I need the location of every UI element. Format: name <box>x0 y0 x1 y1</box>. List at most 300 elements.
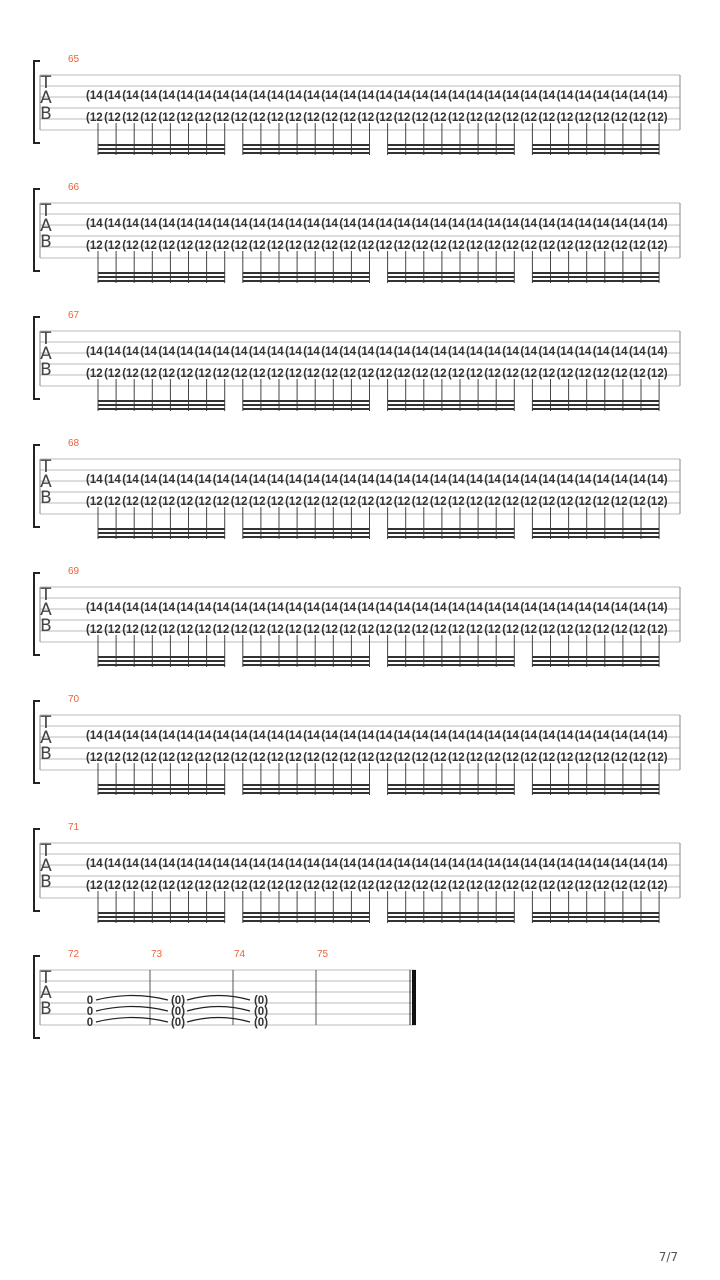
system-66-note-s3: (12 <box>176 240 194 252</box>
measure-number-73: 73 <box>151 949 163 960</box>
system-68-note-s3: (12 <box>484 496 501 508</box>
system-66-note-s2: (14 <box>556 218 574 230</box>
system-65-note-s2: (14 <box>303 90 320 102</box>
system-67-note-s2: (14 <box>176 346 194 358</box>
system-65-note-s3: (12 <box>248 112 266 124</box>
system-68-note-s3: (12 <box>176 496 194 508</box>
system-66-clef-t: T <box>40 201 52 221</box>
system-71-note-s3: (12 <box>411 880 429 892</box>
system-71-note-s2: (14 <box>610 858 628 870</box>
system-68-note-s3: (12 <box>411 496 429 508</box>
system-68-note-s3: (12 <box>104 496 121 508</box>
system-65-note-s2: (14 <box>230 90 248 102</box>
system-69-bracket <box>34 573 40 655</box>
system-71-note-s3: (12 <box>339 880 357 892</box>
system-71-note-s3: (12 <box>629 880 646 892</box>
system-65-note-s3: (12 <box>321 112 338 124</box>
system-65-note-s2: (14 <box>122 90 139 102</box>
system-70-note-s2: (14 <box>212 730 230 742</box>
system-70-note-s2: (14 <box>194 730 212 742</box>
system-66-note-s3: (12 <box>448 240 465 252</box>
system-68-bracket <box>34 445 40 527</box>
system-67-note-s2: (14 <box>556 346 574 358</box>
system-67-note-s3: (12 <box>194 368 212 380</box>
system-70-note-s3: (12 <box>158 752 176 764</box>
system-69-note-s2: (14 <box>375 602 393 614</box>
system-68-note-s2: (14 <box>122 474 139 486</box>
system-66-note-s3: (12 <box>610 240 628 252</box>
system-70-note-s3: (12 <box>538 752 556 764</box>
system-68-note-s3: (12 <box>502 496 519 508</box>
system-65-clef-a: A <box>40 88 52 108</box>
system-66-note-s3: (12 <box>629 240 646 252</box>
system-67-note-s2: (14 <box>104 346 121 358</box>
system-69-note-s2: (14 <box>393 602 411 614</box>
system-69-note-s2: (14 <box>556 602 574 614</box>
system-70-note-s3: (12 <box>393 752 411 764</box>
system-68-note-s2: (14 <box>592 474 610 486</box>
system-68-note-s3: (12 <box>158 496 176 508</box>
system-70-note-s3: (12) <box>647 752 668 764</box>
system-71-note-s3: (12 <box>140 880 157 892</box>
system-66-note-s2: (14 <box>448 218 465 230</box>
system-67-note-s2: (14 <box>466 346 483 358</box>
final-chord-note: (0) <box>253 995 269 1007</box>
system-67-note-s2: (14 <box>230 346 248 358</box>
system-69-note-s2: (14 <box>629 602 646 614</box>
system-71-measure-number: 71 <box>68 822 80 833</box>
system-68-note-s2: (14 <box>339 474 357 486</box>
system-70-note-s2: (14 <box>574 730 592 742</box>
system-70-note-s3: (12 <box>375 752 393 764</box>
system-70-note-s2: (14 <box>393 730 411 742</box>
system-68-note-s2: (14 <box>393 474 411 486</box>
system-69-clef-t: T <box>40 585 52 605</box>
system-70-note-s2: (14 <box>321 730 338 742</box>
system-66-note-s2: (14 <box>285 218 302 230</box>
system-67-note-s3: (12 <box>448 368 465 380</box>
system-66-note-s2: (14 <box>538 218 556 230</box>
system-68-note-s2: (14 <box>556 474 574 486</box>
system-68-note-s2: (14 <box>357 474 375 486</box>
system-71-note-s3: (12 <box>592 880 610 892</box>
system-67-note-s2: (14 <box>212 346 230 358</box>
system-71-note-s2: (14 <box>339 858 357 870</box>
measure-number-74: 74 <box>234 949 246 960</box>
system-70-note-s3: (12 <box>520 752 538 764</box>
system-70-bracket <box>34 701 40 783</box>
system-70-note-s3: (12 <box>574 752 592 764</box>
system-66-note-s3: (12 <box>248 240 266 252</box>
system-68-clef-b: B <box>40 488 52 508</box>
system-69-note-s2: (14 <box>140 602 157 614</box>
system-67-note-s3: (12 <box>357 368 375 380</box>
system-71-clef-b: B <box>40 872 52 892</box>
system-67-note-s3: (12 <box>520 368 538 380</box>
system-71-note-s3: (12 <box>285 880 302 892</box>
system-67-note-s2: (14 <box>448 346 465 358</box>
system-66-note-s2: (14 <box>339 218 357 230</box>
system-68-note-s3: (12 <box>556 496 574 508</box>
system-68-note-s3: (12 <box>393 496 411 508</box>
system-69-note-s2: (14 <box>484 602 501 614</box>
system-65-note-s2: (14 <box>502 90 519 102</box>
system-67-clef-t: T <box>40 329 52 349</box>
system-68-note-s3: (12 <box>303 496 320 508</box>
system-70-note-s2: (14 <box>339 730 357 742</box>
system-70-note-s2: (14 <box>556 730 574 742</box>
system-70-note-s3: (12 <box>502 752 519 764</box>
system-69-note-s2: (14 <box>339 602 357 614</box>
system-71-note-s2: (14 <box>285 858 302 870</box>
system-67-note-s2: (14 <box>248 346 266 358</box>
system-final-bracket <box>34 956 40 1038</box>
system-69-note-s3: (12 <box>303 624 320 636</box>
system-66-note-s2: (14 <box>574 218 592 230</box>
system-69-note-s2: (14 <box>538 602 556 614</box>
system-70-note-s3: (12 <box>610 752 628 764</box>
system-67-note-s2: (14 <box>267 346 284 358</box>
system-66-note-s2: (14 <box>592 218 610 230</box>
system-68-note-s3: (12 <box>194 496 212 508</box>
system-69-note-s3: (12 <box>339 624 357 636</box>
system-67-note-s3: (12 <box>592 368 610 380</box>
system-65-note-s3: (12 <box>104 112 121 124</box>
system-68-note-s2: (14 <box>610 474 628 486</box>
system-66-note-s2: (14 <box>212 218 230 230</box>
system-68-note-s3: (12 <box>538 496 556 508</box>
system-68-note-s3: (12 <box>86 496 103 508</box>
system-69-note-s3: (12 <box>429 624 447 636</box>
system-70-measure-number: 70 <box>68 694 80 705</box>
system-70-note-s2: (14 <box>592 730 610 742</box>
system-68-note-s2: (14 <box>502 474 519 486</box>
system-69-note-s3: (12 <box>267 624 284 636</box>
system-68-note-s3: (12 <box>122 496 139 508</box>
system-66-note-s3: (12 <box>484 240 501 252</box>
system-71-note-s3: (12 <box>484 880 501 892</box>
system-65-note-s3: (12 <box>448 112 465 124</box>
system-65-note-s2: (14 <box>321 90 338 102</box>
final-chord-note: 0 <box>86 1006 94 1018</box>
system-71-note-s2: (14 <box>321 858 338 870</box>
system-65-note-s2: (14 <box>357 90 375 102</box>
system-67-note-s2: (14 <box>629 346 646 358</box>
system-69-note-s3: (12 <box>574 624 592 636</box>
system-71-note-s3: (12 <box>321 880 338 892</box>
system-71-note-s2: (14 <box>393 858 411 870</box>
system-70-note-s2: (14 <box>629 730 646 742</box>
system-68-note-s3: (12 <box>592 496 610 508</box>
system-68-note-s3: (12 <box>339 496 357 508</box>
system-69-note-s3: (12 <box>393 624 411 636</box>
system-67-note-s3: (12 <box>158 368 176 380</box>
system-65-note-s3: (12 <box>466 112 483 124</box>
system-65-note-s3: (12 <box>502 112 519 124</box>
system-65-note-s3: (12 <box>411 112 429 124</box>
system-69-note-s2: (14 <box>285 602 302 614</box>
system-66-note-s2: (14) <box>647 218 668 230</box>
system-69-note-s3: (12 <box>321 624 338 636</box>
system-68-note-s3: (12) <box>647 496 668 508</box>
system-67-note-s2: (14 <box>339 346 357 358</box>
system-69-note-s2: (14 <box>411 602 429 614</box>
system-65-note-s3: (12 <box>212 112 230 124</box>
system-70-note-s3: (12 <box>339 752 357 764</box>
system-68-clef-a: A <box>40 472 52 492</box>
system-65-note-s3: (12) <box>647 112 668 124</box>
system-65-note-s3: (12 <box>375 112 393 124</box>
system-71-note-s3: (12 <box>194 880 212 892</box>
system-70-note-s2: (14 <box>176 730 194 742</box>
tie-arc <box>96 1018 168 1023</box>
system-65-note-s2: (14) <box>647 90 668 102</box>
system-71-note-s3: (12 <box>466 880 483 892</box>
system-66-note-s3: (12 <box>574 240 592 252</box>
system-66-note-s3: (12 <box>194 240 212 252</box>
system-66-note-s2: (14 <box>122 218 139 230</box>
system-66-measure-number: 66 <box>68 182 80 193</box>
system-65-note-s2: (14 <box>375 90 393 102</box>
tie-arc <box>96 1007 168 1012</box>
system-65-note-s2: (14 <box>538 90 556 102</box>
system-71-note-s3: (12 <box>303 880 320 892</box>
system-67-clef-a: A <box>40 344 52 364</box>
system-71-note-s2: (14 <box>556 858 574 870</box>
system-67-bracket <box>34 317 40 399</box>
system-66-note-s2: (14 <box>357 218 375 230</box>
system-68-note-s2: (14 <box>212 474 230 486</box>
system-71-note-s2: (14 <box>629 858 646 870</box>
system-67-note-s3: (12 <box>429 368 447 380</box>
system-68-note-s3: (12 <box>466 496 483 508</box>
system-70-note-s2: (14 <box>357 730 375 742</box>
system-66-note-s3: (12 <box>158 240 176 252</box>
system-65-clef-t: T <box>40 73 52 93</box>
system-66-note-s2: (14 <box>230 218 248 230</box>
system-65-note-s2: (14 <box>484 90 501 102</box>
system-67-note-s3: (12 <box>466 368 483 380</box>
system-65-clef-b: B <box>40 104 52 124</box>
system-67-note-s2: (14 <box>140 346 157 358</box>
system-70-note-s3: (12 <box>484 752 501 764</box>
system-68-note-s2: (14 <box>574 474 592 486</box>
final-chord-note: (0) <box>253 1017 269 1029</box>
tie-arc <box>187 1007 250 1012</box>
system-69-note-s3: (12 <box>411 624 429 636</box>
system-71-note-s2: (14 <box>267 858 284 870</box>
system-65-note-s3: (12 <box>158 112 176 124</box>
system-68-note-s2: (14 <box>285 474 302 486</box>
system-70-note-s2: (14 <box>140 730 157 742</box>
system-67-note-s3: (12 <box>267 368 284 380</box>
system-69-note-s2: (14 <box>122 602 139 614</box>
system-66-note-s2: (14 <box>140 218 157 230</box>
system-67-note-s2: (14 <box>357 346 375 358</box>
system-70-note-s2: (14 <box>502 730 519 742</box>
system-65-note-s3: (12 <box>484 112 501 124</box>
system-66-note-s2: (14 <box>321 218 338 230</box>
system-67-note-s2: (14 <box>592 346 610 358</box>
system-69-note-s2: (14 <box>502 602 519 614</box>
system-65-note-s2: (14 <box>194 90 212 102</box>
system-65-note-s2: (14 <box>285 90 302 102</box>
system-68-note-s2: (14 <box>248 474 266 486</box>
system-67-note-s3: (12 <box>411 368 429 380</box>
system-69-note-s3: (12 <box>502 624 519 636</box>
system-67-note-s3: (12 <box>230 368 248 380</box>
final-chord-note: (0) <box>253 1006 269 1018</box>
system-69-note-s2: (14 <box>592 602 610 614</box>
system-70-note-s2: (14 <box>484 730 501 742</box>
system-71-note-s3: (12 <box>248 880 266 892</box>
system-65-note-s3: (12 <box>592 112 610 124</box>
final-chord-note: (0) <box>170 1006 186 1018</box>
final-chord-note: 0 <box>86 1017 94 1029</box>
system-67-note-s2: (14 <box>375 346 393 358</box>
system-69-clef-a: A <box>40 600 52 620</box>
system-69-note-s3: (12 <box>285 624 302 636</box>
system-66-note-s3: (12 <box>339 240 357 252</box>
system-71-clef-t: T <box>40 841 52 861</box>
system-68-note-s3: (12 <box>321 496 338 508</box>
system-69-note-s3: (12 <box>176 624 194 636</box>
system-65-note-s2: (14 <box>158 90 176 102</box>
system-71-note-s3: (12 <box>357 880 375 892</box>
system-67-note-s2: (14 <box>122 346 139 358</box>
system-68-note-s2: (14 <box>466 474 483 486</box>
system-66-note-s2: (14 <box>86 218 103 230</box>
system-67-note-s3: (12 <box>502 368 519 380</box>
system-70-note-s2: (14 <box>375 730 393 742</box>
system-65-note-s2: (14 <box>411 90 429 102</box>
system-66-note-s3: (12 <box>393 240 411 252</box>
system-70-note-s3: (12 <box>466 752 483 764</box>
system-70-note-s2: (14 <box>448 730 465 742</box>
system-68-note-s3: (12 <box>610 496 628 508</box>
system-65-note-s3: (12 <box>230 112 248 124</box>
system-70-note-s3: (12 <box>248 752 266 764</box>
system-66-note-s3: (12 <box>429 240 447 252</box>
system-68-note-s2: (14 <box>176 474 194 486</box>
system-70-note-s3: (12 <box>357 752 375 764</box>
system-70-note-s2: (14 <box>610 730 628 742</box>
system-65-note-s3: (12 <box>610 112 628 124</box>
system-66-note-s3: (12 <box>357 240 375 252</box>
system-67-note-s2: (14 <box>194 346 212 358</box>
system-70-note-s2: (14 <box>429 730 447 742</box>
system-71-note-s2: (14 <box>303 858 320 870</box>
system-69-note-s3: (12 <box>212 624 230 636</box>
system-70-note-s2: (14 <box>538 730 556 742</box>
system-70-note-s2: (14 <box>303 730 320 742</box>
system-68-note-s2: (14 <box>538 474 556 486</box>
system-70-note-s3: (12 <box>321 752 338 764</box>
system-67-note-s3: (12 <box>574 368 592 380</box>
system-67-note-s3: (12 <box>538 368 556 380</box>
system-70-note-s3: (12 <box>86 752 103 764</box>
system-71-note-s3: (12 <box>267 880 284 892</box>
measure-number-75: 75 <box>317 949 329 960</box>
system-65-note-s3: (12 <box>176 112 194 124</box>
system-65-note-s2: (14 <box>592 90 610 102</box>
system-71-note-s2: (14) <box>647 858 668 870</box>
system-65-bracket <box>34 61 40 143</box>
system-65-note-s3: (12 <box>122 112 139 124</box>
system-67-note-s2: (14) <box>647 346 668 358</box>
system-71-note-s3: (12 <box>502 880 519 892</box>
system-66-note-s2: (14 <box>411 218 429 230</box>
system-69-note-s3: (12 <box>104 624 121 636</box>
system-69-note-s3: (12 <box>140 624 157 636</box>
system-71-note-s3: (12 <box>122 880 139 892</box>
system-66-note-s2: (14 <box>375 218 393 230</box>
system-71-note-s2: (14 <box>411 858 429 870</box>
system-66-note-s2: (14 <box>629 218 646 230</box>
system-66-note-s3: (12 <box>212 240 230 252</box>
system-67-note-s3: (12 <box>375 368 393 380</box>
system-68-note-s3: (12 <box>212 496 230 508</box>
system-70-note-s2: (14 <box>267 730 284 742</box>
system-66-note-s2: (14 <box>429 218 447 230</box>
system-66-note-s3: (12 <box>122 240 139 252</box>
system-68-note-s2: (14) <box>647 474 668 486</box>
system-65-note-s3: (12 <box>86 112 103 124</box>
system-71-note-s2: (14 <box>448 858 465 870</box>
system-66-note-s2: (14 <box>484 218 501 230</box>
system-69-note-s2: (14 <box>158 602 176 614</box>
system-69-note-s2: (14 <box>574 602 592 614</box>
system-69-note-s3: (12 <box>448 624 465 636</box>
system-68-note-s2: (14 <box>321 474 338 486</box>
system-70-note-s3: (12 <box>556 752 574 764</box>
system-70-note-s2: (14 <box>248 730 266 742</box>
system-65-note-s3: (12 <box>285 112 302 124</box>
system-67-note-s2: (14 <box>158 346 176 358</box>
system-65-measure-number: 65 <box>68 54 80 65</box>
system-68-note-s2: (14 <box>86 474 103 486</box>
system-65-note-s3: (12 <box>194 112 212 124</box>
system-69-note-s2: (14) <box>647 602 668 614</box>
system-69-note-s3: (12 <box>538 624 556 636</box>
system-71-note-s3: (12 <box>448 880 465 892</box>
system-69-note-s3: (12 <box>158 624 176 636</box>
system-71-note-s2: (14 <box>484 858 501 870</box>
system-67-note-s3: (12 <box>248 368 266 380</box>
system-68-note-s3: (12 <box>285 496 302 508</box>
system-67-note-s2: (14 <box>321 346 338 358</box>
system-69-note-s3: (12 <box>556 624 574 636</box>
system-65-note-s3: (12 <box>429 112 447 124</box>
system-70-note-s2: (14 <box>520 730 538 742</box>
system-65-note-s2: (14 <box>86 90 103 102</box>
system-66-note-s2: (14 <box>393 218 411 230</box>
system-71-note-s2: (14 <box>176 858 194 870</box>
system-66-note-s2: (14 <box>194 218 212 230</box>
system-67-note-s3: (12 <box>104 368 121 380</box>
system-70-note-s3: (12 <box>212 752 230 764</box>
system-65-note-s2: (14 <box>466 90 483 102</box>
system-68-note-s2: (14 <box>375 474 393 486</box>
system-67-note-s2: (14 <box>86 346 103 358</box>
system-71-note-s2: (14 <box>140 858 157 870</box>
system-67-note-s3: (12 <box>86 368 103 380</box>
system-66-note-s2: (14 <box>466 218 483 230</box>
system-final-clef-t: T <box>40 968 52 988</box>
system-70-clef-a: A <box>40 728 52 748</box>
system-71-note-s3: (12 <box>212 880 230 892</box>
system-65-note-s2: (14 <box>556 90 574 102</box>
